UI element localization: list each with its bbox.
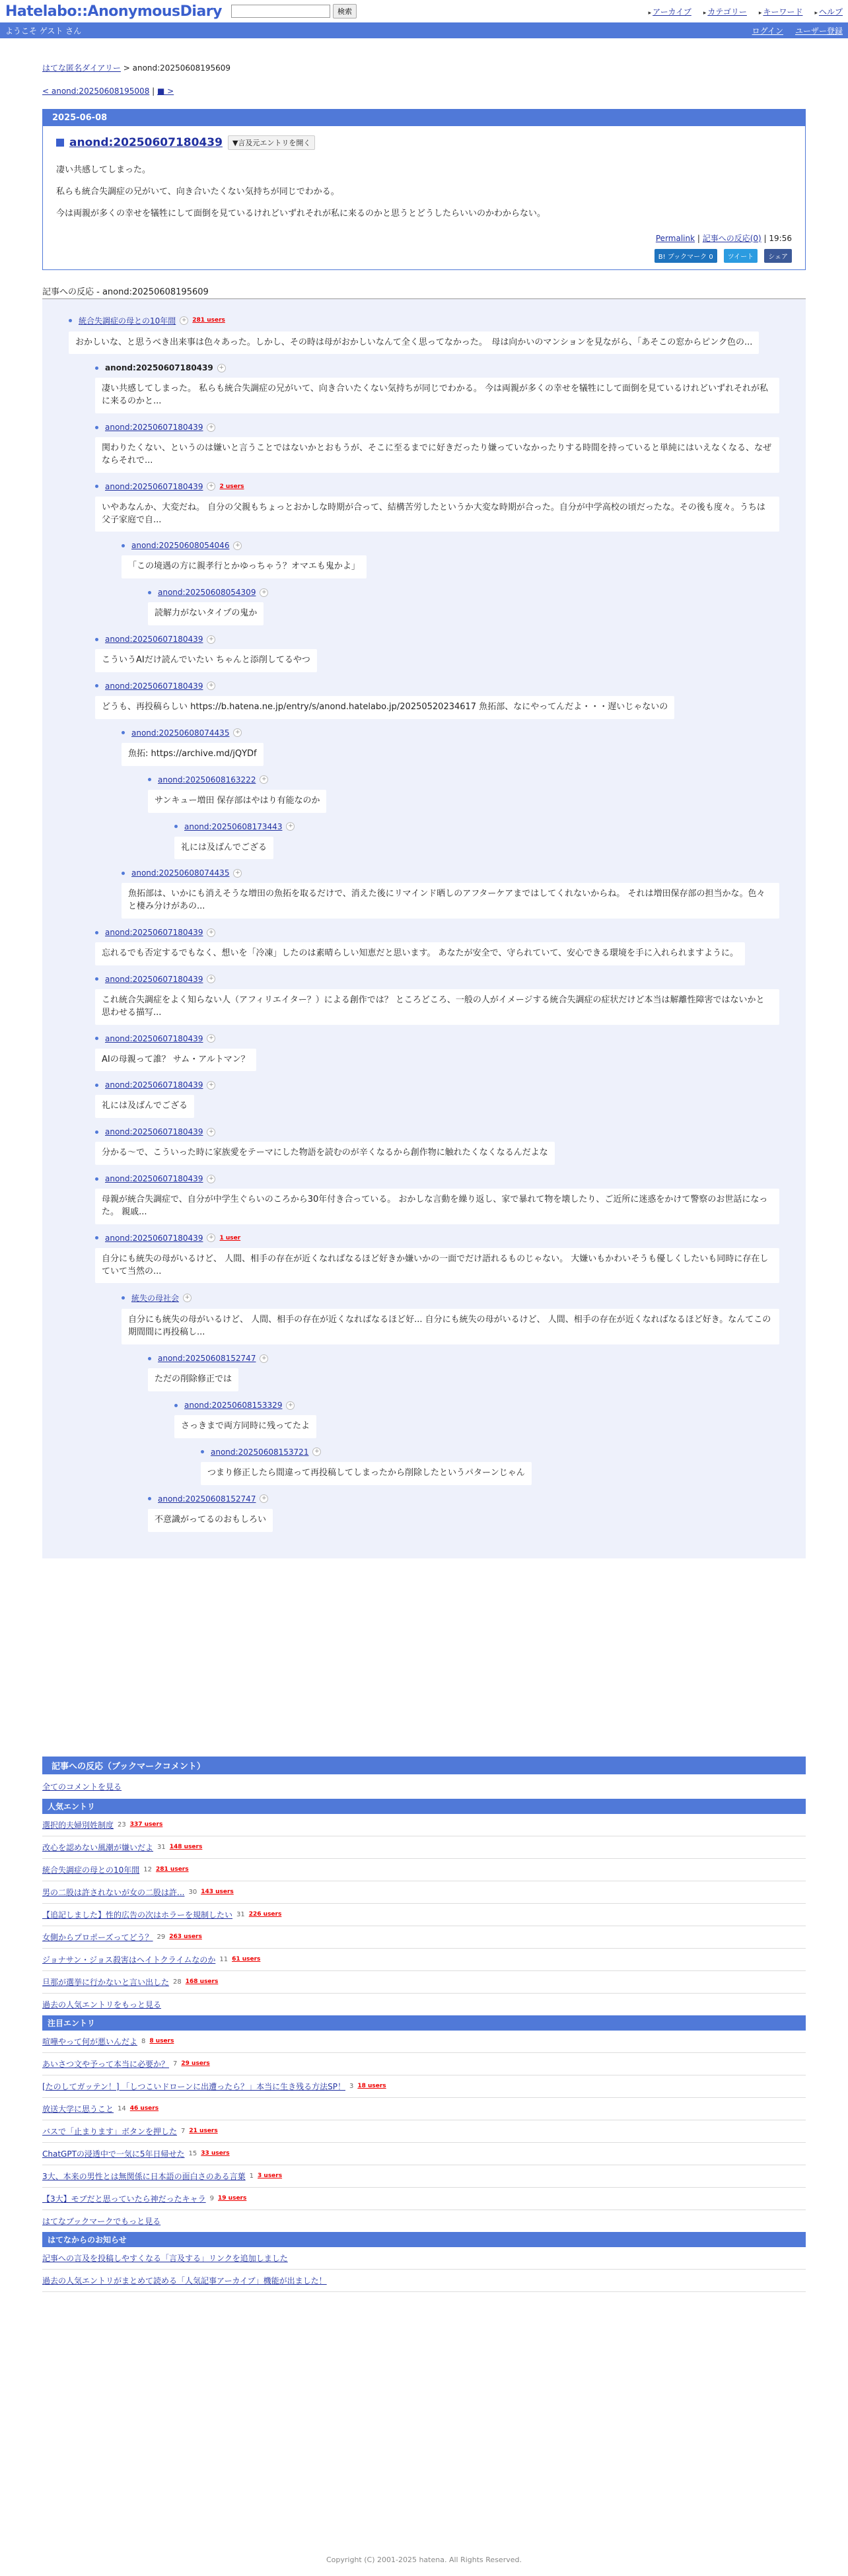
reaction-link[interactable]: anond:20250607180439 [105,681,203,691]
expand-icon[interactable]: + [260,1494,268,1503]
reaction-link[interactable]: anond:20250607180439 [105,928,203,938]
notable-item [42,2165,806,2188]
popular-item [42,1859,806,1881]
expand-icon[interactable]: + [217,364,226,372]
notable-link[interactable]: 放送大学に思うこと [42,2104,114,2114]
comment-count: 31 [157,1843,166,1851]
reaction-item [122,541,779,578]
users-badge[interactable]: 29 users [181,2060,210,2068]
reaction-text: おかしいな、と思うべき出来事は色々あった。しかし、その時は母がおかしいなんて全く思ってなかった。 母は向かいのマンションを見ながら、「あそこの窓からピンク色の... [69,331,759,355]
pager-sep: | [149,87,157,96]
reaction-text: つまり修正したら間違って再投稿してしまったから削除したというパターンじゃん [201,1462,532,1485]
comment-count: 14 [118,2105,126,2112]
users-badge[interactable]: 143 users [201,1889,234,1896]
top-links [649,6,843,17]
bullet-icon [95,931,98,934]
reaction-link[interactable]: anond:20250607180439 [105,423,203,433]
reaction-link[interactable]: anond:20250607180439 [105,974,203,984]
reactions-title: 記事への反応 - anond:20250608195609 [42,285,806,299]
comment-count: 30 [188,1888,197,1896]
notable-link[interactable]: 【3大】モブだと思っていたら神だったキャラ [42,2194,206,2204]
reaction-item [95,1174,779,1224]
reaction-text: 不意識がってるのおもしろい [148,1509,273,1532]
news-link[interactable]: 記事への言及を投稿しやすくなる「言及する」リンクを追加しました [42,2253,288,2263]
users-badge[interactable]: 19 users [218,2195,247,2202]
expand-icon[interactable]: + [233,869,242,878]
entry-square-icon [56,139,64,147]
all-comments-link[interactable]: 全てのコメントを見る [42,1782,122,1792]
expand-icon[interactable]: + [207,681,215,690]
entry-date: 2025-06-08 [43,110,805,126]
expand-icon[interactable]: + [233,728,242,737]
facebook-share-button[interactable]: シェア [764,249,792,263]
expand-icon[interactable]: + [207,482,215,491]
reaction-link[interactable]: anond:20250608153721 [211,1447,309,1457]
reaction-link[interactable]: anond:20250608054046 [131,541,230,551]
comment-count: 3 [349,2082,354,2090]
notable-link[interactable]: バスで「止まります」ボタンを押した [42,2126,178,2136]
notable-entries-list [42,2031,806,2210]
reaction-item [122,868,779,919]
reaction-tree [42,299,806,1558]
users-badge[interactable]: 2 users [219,483,244,490]
search-button[interactable]: 検索 [333,4,357,18]
reaction-link[interactable]: anond:20250608163222 [158,775,256,784]
popular-link[interactable]: 女側からプロポーズってどう？ [42,1932,153,1942]
reaction-link[interactable]: anond:20250608152747 [158,1494,256,1504]
users-badge[interactable]: 46 users [129,2105,159,2112]
bullet-icon [148,591,151,594]
users-badge[interactable]: 3 users [258,2173,283,2180]
bullet-icon [95,485,98,488]
popular-item [42,1881,806,1904]
expand-icon[interactable]: + [207,1128,215,1136]
reaction-item [174,822,779,860]
bullet-icon [95,638,98,641]
bullet-icon [95,684,98,687]
comment-count: 28 [173,1978,182,1986]
notable-item [42,2143,806,2165]
reaction-text: 自分にも統失の母がいるけど、 人間、相手の存在が近くなればなるほど好... 自分にも統失の母がいるけど、 人間、相手の存在が近くなればなるほど好き。なんてこの期間間に再投稿し... [122,1309,779,1344]
entry-paragraph: 私らも統合失調症の兄がいて、向き合いたくない気持ちが同じでわかる。 [56,186,339,197]
reaction-text: 読解力がないタイプの鬼か [148,602,264,625]
bullet-icon [148,1497,151,1500]
users-badge[interactable]: 18 users [357,2083,386,2090]
reaction-text: 「この境遇の方に親孝行とかゆっちゃう？オマエも鬼かよ」 [122,555,367,578]
reaction-link[interactable]: anond:20250608152747 [158,1354,256,1364]
popular-item [42,1904,806,1926]
expand-icon[interactable]: + [260,1354,268,1363]
bullet-icon [69,319,72,322]
notable-item [42,2098,806,2120]
reaction-item [201,1447,779,1485]
reaction-link[interactable]: anond:20250607180439 [105,481,203,491]
bullet-icon [95,1037,98,1040]
bullet-icon [95,1177,98,1181]
permalink-row: Permalink | 記事への反応(0) | 19:56 [655,233,792,243]
reaction-text: こういうAIだけ読んでいたい ちゃんと添削してるやつ [95,649,317,672]
reaction-root [69,315,779,355]
reaction-text: 自分にも統失の母がいるけど、 人間、相手の存在が近くなればなるほど好きか嫌いかの一面でだけ語れるものじゃない。 大嫌いもかわいそうも優しくしたいも同時に存在していて当然の... [95,1248,779,1284]
bullet-icon [122,731,125,734]
reaction-link[interactable]: anond:20250607180439 [105,635,203,644]
users-badge[interactable]: 281 users [156,1866,189,1873]
news-link[interactable]: 過去の人気エントリがまとめて読める「人気記事アーカイブ」機能が出ました！ [42,2276,327,2285]
keyword-link[interactable]: ▸ キーワード [759,6,803,17]
bullet-icon [174,1404,178,1407]
notable-item [42,2188,806,2210]
comment-count: 31 [236,1910,245,1918]
users-badge[interactable]: 61 users [232,1956,261,1963]
popular-item [42,1836,806,1859]
reaction-link[interactable]: anond:20250607180439 [105,1127,203,1137]
users-badge[interactable]: 33 users [201,2150,230,2157]
reaction-text: 母親が統合失調症で、自分が中学生ぐらいのころから30年付き合っている。 おかしな言動を繰り返し、家で暴れて物を壊したり、ご近所に迷惑をかけて警察のお世話になった。 親戚... [95,1189,779,1224]
reaction-item [174,1401,779,1438]
expand-icon[interactable]: + [207,928,215,937]
comment-count: 29 [157,1933,166,1941]
expand-icon[interactable]: + [207,1234,215,1242]
reaction-item [95,928,779,965]
reaction-text: AIの母親って誰？ サム・アルトマン？ [95,1049,256,1072]
reaction-text: 関わりたくない、というのは嫌いと言うことではないかとおもうが、そこに至るまでに好きだったり嫌っていなかったりする時間を持っていると単純にはいえなくなる、なぜならそれで... [95,437,779,473]
reaction-text: 魚拓: https://archive.md/jQYDf [122,743,264,766]
reaction-text: 忘れるでも否定するでもなく、想いを「冷凍」したのは素晴らしい知恵だと思います。 あなたが安全で、守られていて、安心できる環境を手に入れられますように。 [95,942,745,965]
search-input[interactable] [231,5,330,18]
expand-icon[interactable]: + [312,1447,321,1456]
next-entry-link[interactable]: ■ > [157,87,174,96]
expand-icon[interactable]: + [207,1034,215,1043]
bullet-icon [95,1084,98,1087]
reaction-root-link[interactable]: 統合失調症の母との10年間 [79,316,176,326]
comment-count: 23 [118,1821,126,1828]
users-badge[interactable]: 337 users [129,1821,163,1828]
bullet-icon [174,825,178,828]
reaction-item [95,1127,779,1165]
open-referenced-entry-button[interactable]: ▼言及元エントリを開く [228,135,315,150]
users-badge[interactable]: 148 users [169,1844,203,1851]
comment-count: 7 [181,2127,186,2135]
welcome-text: ようこそ ゲスト さん [5,26,82,36]
notable-link[interactable]: 3大、本来の男性とは無関係に日本語の面白さのある言葉 [42,2171,246,2181]
users-badge[interactable]: 1 user [219,1234,241,1241]
bullet-icon [95,366,98,370]
users-badge[interactable]: 8 users [149,2038,174,2045]
notable-link[interactable]: [たのしてガッテン！] 「しつこいドローンに出遭ったら？」本当に生き残る方法SP！ [42,2081,345,2091]
top-bar [0,0,848,22]
expand-icon[interactable]: + [183,1294,192,1302]
breadcrumb-home[interactable]: はてな匿名ダイアリー [42,63,121,73]
reaction-link[interactable]: anond:20250607180439 [105,363,213,373]
bullet-icon [148,1357,151,1360]
reaction-link[interactable]: anond:20250607180439 [105,1233,203,1243]
reaction-link[interactable]: anond:20250607180439 [105,1080,203,1090]
popular-link[interactable]: 改心を認めない風潮が嫌いだよ [42,1842,154,1852]
notable-link[interactable]: あいさつ文や予って本当に必要か？ [42,2059,170,2069]
user-bar [0,22,848,38]
comment-count: 1 [249,2172,254,2180]
popular-item [42,1926,806,1949]
reaction-item [95,975,779,1025]
reaction-item [148,1494,779,1532]
reaction-item [95,482,779,532]
reaction-link[interactable]: anond:20250608153329 [184,1401,283,1410]
popular-item [42,1971,806,1994]
reaction-text: 礼には及ばんでござる [174,837,273,860]
popular-item [42,1949,806,1971]
comment-count: 15 [188,2149,197,2157]
reaction-link[interactable]: anond:20250608054309 [158,588,256,598]
popular-item [42,1814,806,1836]
reaction-text: サンキュー増田 保存部はやはり有能なのか [148,790,326,813]
entry-paragraph: 今は両親が多くの幸せを犠牲にして面倒を見ているけれどいずれそれが私に来るのかと思うとどうしたらいいのかわからない。 [56,208,546,219]
notable-item [42,2031,806,2053]
reaction-text: さっきまで両方同時に残ってたよ [174,1415,316,1438]
bullet-icon [122,544,125,547]
bullet-icon [201,1450,204,1453]
users-badge[interactable]: 168 users [185,1978,219,1986]
reaction-text: 魚拓部は、いかにも消えそうな増田の魚拓を取るだけで、消えた後にリマインド晒しのアフターケアまではしてくれないからね。 それは増田保存部の担当かな。色々と棲み分けがあの... [122,883,779,919]
footer-copyright: Copyright (C) 2001-2025 hatena. All Rights Reserved. [326,2556,522,2564]
reaction-link[interactable]: anond:20250607180439 [105,1033,203,1043]
breadcrumb-sep: > [120,63,133,73]
archive-link[interactable]: ▸ アーカイブ [649,6,691,17]
login-link[interactable]: ログイン [752,26,783,36]
reaction-item [95,363,779,413]
popular-entries-list [42,1814,806,1994]
notable-more-link[interactable]: はてなブックマークでもっと見る [42,2216,161,2226]
category-link[interactable]: ▸ カテゴリー [703,6,747,17]
reaction-item [148,588,779,625]
reaction-text: いやあなんか、大変だね。 自分の父親もちょっとおかしな時期が合って、結構苦労したというか大変な時期が合った。自分が中学高校の頃だったな。その後も度々。うちは父子家庭で自... [95,497,779,532]
users-badge[interactable]: 263 users [169,1933,202,1941]
popular-link[interactable]: 統合失調症の母との10年間 [42,1865,140,1875]
expand-icon[interactable]: + [286,1401,295,1410]
reaction-list [69,363,779,1531]
reaction-link[interactable]: anond:20250608074435 [131,728,230,738]
expand-icon[interactable]: + [207,1175,215,1183]
popular-entries-title: 人気エントリ [42,1799,806,1814]
breadcrumb [42,62,806,73]
entry-title-row [56,135,792,150]
news-item [42,2247,806,2270]
reaction-item [95,635,779,672]
entry-paragraph: 凄い共感してしまった。 [56,165,151,175]
notable-link[interactable]: 喧嘩やって何が悪いんだよ [42,2036,138,2046]
reaction-item [148,775,779,813]
pager [42,87,806,96]
notable-item [42,2075,806,2098]
bullet-icon [122,872,125,875]
site-logo[interactable]: Hatelabo::AnonymousDiary [5,3,222,20]
bookmark-comments-title: 記事への反応（ブックマークコメント） [42,1757,806,1774]
share-buttons [56,249,792,263]
hatena-bookmark-button[interactable]: B! ブックマーク 0 [654,249,717,263]
comment-count: 7 [173,2060,178,2068]
popular-link[interactable]: ジョナサン・ジョス殺害はヘイトクライムなのか [42,1955,216,1965]
expand-icon[interactable]: + [207,423,215,432]
popular-link[interactable]: 男の二股は許されないが女の二股は許... [42,1887,185,1897]
breadcrumb-current: anond:20250608195609 [132,63,231,73]
bullet-icon [95,1131,98,1134]
comment-count: 12 [143,1865,153,1873]
permalink[interactable]: Permalink [655,233,695,243]
entry-title-link[interactable]: anond:20250607180439 [69,136,223,149]
tweet-button[interactable]: ツイート [724,249,758,263]
reaction-text: 分かる〜で、こういった時に家族愛をテーマにした物語を読むのが辛くなるから創作物に触れたくなくなるんだよな [95,1142,555,1165]
bullet-icon [148,778,151,781]
reaction-text: これ統合失調症をよく知らない人（アフィリエイター？）による創作では？ ところどころ、一般の人がイメージする統合失調症の症状だけど本当は解離性障害ではないかと思わせる描写... [95,989,779,1025]
news-item [42,2270,806,2292]
reaction-text: どうも、再投稿らしい https://b.hatena.ne.jp/entry/s/anond.hatelabo.jp/20250520234617 魚拓部、なにやってんだよ・・・遅いじゃないの [95,696,674,719]
reaction-item [148,1354,779,1391]
popular-link[interactable]: 【追記しました】性的広告の次はホラーを規制したい [42,1910,233,1920]
reaction-item [122,1292,779,1344]
notable-item [42,2053,806,2075]
expand-icon[interactable]: + [286,822,295,831]
bullet-icon [95,426,98,429]
users-badge[interactable]: 21 users [189,2128,218,2135]
help-link[interactable]: ▸ ヘルプ [814,6,843,17]
reaction-item [95,423,779,473]
reaction-link[interactable]: anond:20250607180439 [105,1174,203,1184]
expand-icon[interactable]: + [180,316,188,325]
comment-count: 9 [209,2194,215,2202]
notable-item [42,2120,806,2143]
prev-entry-link[interactable]: < anond:20250608195008 [42,87,150,96]
comment-count: 11 [219,1955,229,1963]
users-badge[interactable]: 281 users [192,317,225,324]
popular-more-link[interactable]: 過去の人気エントリをもっと見る [42,2000,162,2009]
reaction-link[interactable]: anond:20250608074435 [131,868,230,878]
reaction-item [95,1034,779,1072]
reaction-text: 礼には及ばんでござる [95,1095,194,1118]
users-badge[interactable]: 226 users [248,1911,282,1918]
register-link[interactable]: ユーザー登録 [795,26,843,36]
entry-time: | 19:56 [761,233,792,243]
comment-count: 8 [141,2037,146,2045]
main-content [42,62,806,2292]
entry-box [42,109,806,270]
reaction-text: ただの削除修正では [148,1368,238,1391]
reaction-text: 凄い共感してしまった。 私らも統合失調症の兄がいて、向き合いたくない気持ちが同じでわかる。 今は両親が多くの幸せを犠牲にして面倒を見ているけれどいずれそれが私に来るのかと... [95,378,779,413]
reactions-link[interactable]: 記事への反応(0) [702,233,761,243]
reaction-item [95,1080,779,1118]
reaction-link[interactable]: 統失の母社会 [131,1294,180,1304]
expand-icon[interactable]: + [207,1081,215,1090]
bullet-icon [95,1236,98,1239]
expand-icon[interactable]: + [260,588,268,597]
expand-icon[interactable]: + [207,635,215,644]
reaction-item [95,1234,779,1284]
bullet-icon [122,1296,125,1300]
expand-icon[interactable]: + [260,775,268,784]
expand-icon[interactable]: + [233,541,242,550]
notable-link[interactable]: ChatGPTの浸透中で一気に5年日帰せた [42,2149,185,2159]
popular-link[interactable]: 選択的夫婦別姓制度 [42,1820,114,1830]
bullet-icon [95,977,98,981]
notable-entries-title: 注目エントリ [42,2015,806,2031]
reaction-link[interactable]: anond:20250608173443 [184,821,283,831]
reaction-item [95,681,779,719]
news-title: はてなからのお知らせ [42,2232,806,2247]
reaction-item [122,728,779,766]
popular-link[interactable]: 旦那が選挙に行かないと言い出した [42,1977,170,1987]
expand-icon[interactable]: + [207,975,215,983]
